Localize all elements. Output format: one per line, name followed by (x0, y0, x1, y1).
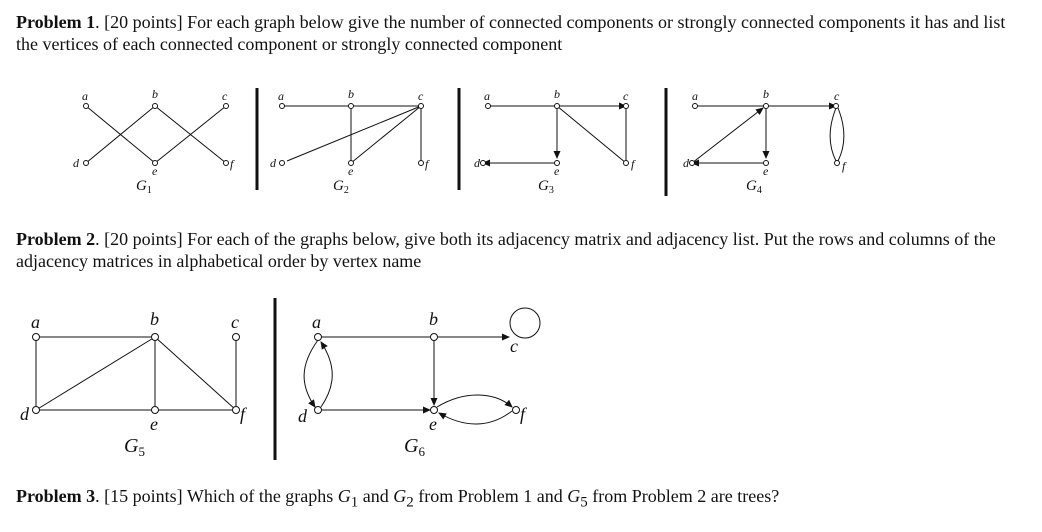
problem-3-text-before: Which of the graphs (186, 486, 334, 506)
graph-g4 (692, 106, 844, 163)
vertex-label-f: f (520, 404, 526, 424)
vertex-label-f: f (425, 157, 429, 171)
graph-label-g3: $G_3$ (538, 178, 554, 196)
vertex-label-c: c (418, 89, 424, 103)
vertex-label-a: a (484, 89, 490, 103)
vertex-label-f: f (240, 404, 246, 424)
problem-3-label: Problem 3 (16, 486, 96, 506)
problem-1-text: For each graph below give the number of connected components or strongly connected components it has and list the vertices of each connected component or strongly connected component (16, 12, 1006, 54)
problem-2-points: [20 points] (104, 229, 183, 249)
vertex-label-c: c (222, 89, 228, 103)
graph-g5 (36, 337, 236, 410)
vertex-label-d: d (73, 156, 79, 170)
vertex-label-d: d (298, 406, 307, 426)
vertex-label-a: a (312, 312, 321, 332)
vertex-label-c: c (834, 89, 840, 103)
problem-3-g1-sub: 1 (350, 494, 359, 511)
vertex-label-d: d (683, 156, 689, 170)
vertex-label-e: e (150, 414, 158, 434)
vertex-label-b: b (150, 309, 159, 329)
vertex-label-e: e (429, 414, 437, 434)
vertex-label-b: b (554, 87, 560, 101)
vertex-label-f: f (631, 157, 635, 171)
problem-2-label: Problem 2 (16, 229, 96, 249)
problem-3-mid: from Problem 1 and (418, 486, 563, 506)
vertex-label-a: a (82, 89, 88, 103)
vertex-label-e: e (152, 164, 158, 178)
graph-label-g5: $G_5$ (124, 435, 145, 459)
vertex-label-a: a (692, 89, 698, 103)
vertex-label-e: e (348, 164, 354, 178)
vertex-label-b: b (348, 87, 354, 101)
vertex-label-a: a (278, 89, 284, 103)
vertex-label-e: e (763, 164, 769, 178)
problem-3-g2: G (393, 486, 407, 506)
vertex-label-d: d (20, 404, 29, 424)
problem-1: Problem 1. [20 points] For each graph below give the number of connected components or strongly connected components it has and list the vertices of each connected component or strongly connected component (16, 12, 1006, 54)
problem-3-and: and (362, 486, 389, 506)
vertex-label-f: f (230, 157, 234, 171)
vertex-label-d: d (270, 156, 276, 170)
vertex-label-b: b (152, 87, 158, 101)
problem-2-text: For each of the graphs below, give both its adjacency matrix and adjacency list. Put the rows and columns of the adjacency matrices in alphabetical order by vertex name (16, 229, 996, 271)
problem-1-points: [20 points] (104, 12, 183, 32)
problem-3-g5-sub: 5 (580, 494, 588, 511)
graph-g6 (304, 308, 540, 424)
vertex-label-c: c (510, 336, 518, 356)
vertex-label-c: c (623, 89, 629, 103)
graph-g2 (282, 106, 421, 163)
problem-3-g2-sub: 2 (406, 494, 414, 511)
problem-2: Problem 2. [20 points] For each of the graphs below, give both its adjacency matrix and adjacency list. Put the rows and columns of the adjacency matrices in alphabetical order by vertex name (16, 229, 996, 271)
vertex-label-e: e (554, 164, 560, 178)
graph-label-g1: $G_1$ (136, 178, 152, 196)
problem-3-points: [15 points] (104, 486, 183, 506)
graph-g1 (86, 106, 226, 163)
problem-3-text-after: from Problem 2 are trees? (592, 486, 780, 506)
vertex-markers (33, 104, 840, 414)
vertex-label-a: a (31, 312, 40, 332)
problem-3: Problem 3. [15 points] Which of the graphs $G_1$ and $G_2$ from Problem 1 and $G_5$ from Problem 2 are trees? (16, 486, 780, 511)
problem-3-g1: G (337, 486, 351, 506)
graph-label-g6: $G_6$ (404, 435, 425, 459)
graph-label-g4: $G_4$ (746, 178, 762, 196)
vertex-label-b: b (763, 87, 769, 101)
vertex-label-d: d (474, 156, 480, 170)
vertex-label-f: f (842, 159, 846, 173)
graph-label-g2: $G_2$ (333, 178, 349, 196)
problem-1-label: Problem 1 (16, 12, 96, 32)
vertex-label-b: b (429, 309, 438, 329)
vertex-label-c: c (231, 312, 239, 332)
problem-3-g5: G (567, 486, 581, 506)
graph-g3 (483, 106, 626, 163)
